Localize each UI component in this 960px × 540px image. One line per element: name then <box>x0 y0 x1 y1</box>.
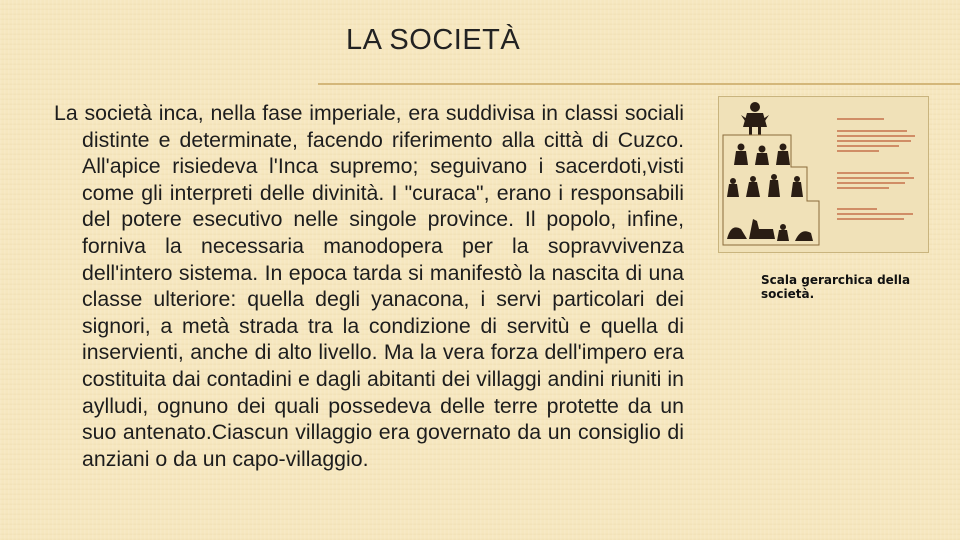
pyramid-drawing <box>719 97 928 252</box>
body-paragraph: La società inca, nella fase imperiale, era suddivisa in classi sociali distinte e determinate, facendo riferimento alla città di Cuzco. All'apice risiedeva l'Inca supremo; seguivano i sacerdoti,visti come gli interpreti delle divinità. I "curaca", erano i responsabili del potere esecutivo nelle singole province. Il popolo, infine, forniva la necessaria manodopera per la sopravvivenza dell'intero sistema. In epoca tarda si manifestò la nascita di una classe ulteriore: quella degli yanacona, i servi particolari dei signori, a metà strada tra la condizione di servitù e quella di inservienti, anche di alto livello. Ma la vera forza dell'impero era costituita dai contadini e dagli abitanti dei villaggi andini riuniti in aylludi, ognuno dei quali possedeva delle terre protette da un suo antenato.Ciascun villaggio era governato da un consiglio di anziani o da un capo-villaggio. <box>54 101 684 471</box>
hierarchy-illustration <box>718 96 929 253</box>
slide-title: LA SOCIETÀ <box>346 24 521 56</box>
title-divider <box>318 83 960 85</box>
figure-caption: Scala gerarchica della società. <box>761 273 911 301</box>
